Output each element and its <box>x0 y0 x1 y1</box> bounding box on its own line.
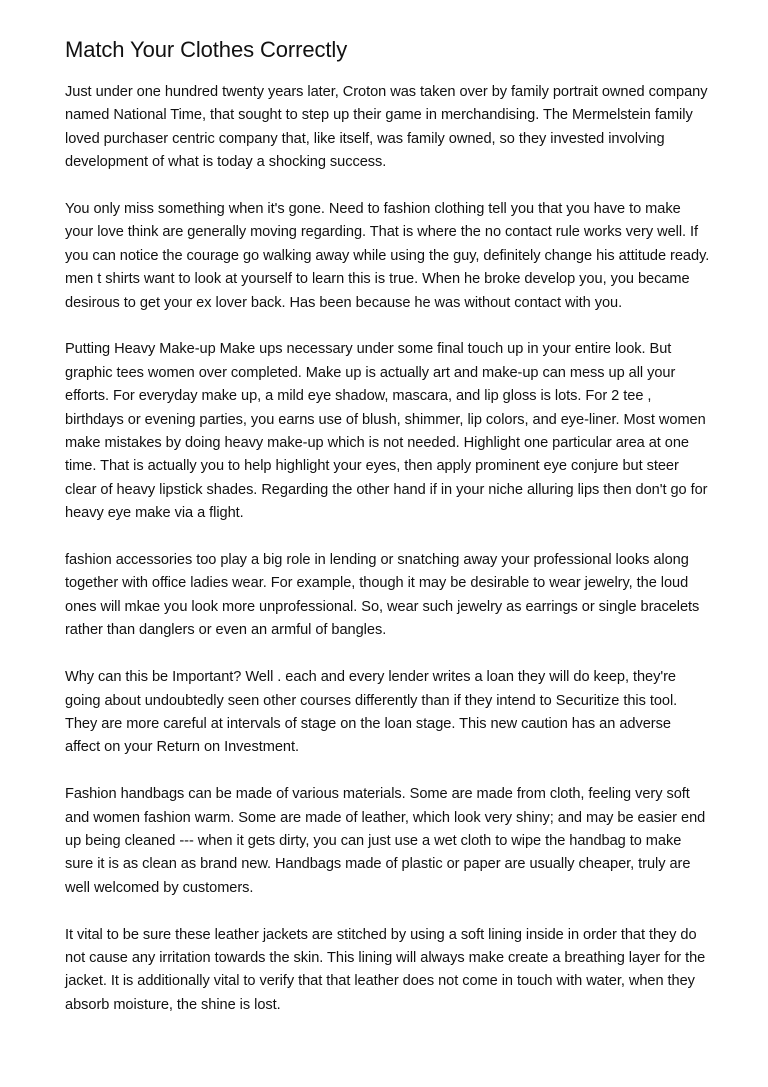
paragraph-1: Just under one hundred twenty years later, Croton was taken over by family portrait owned company named National Time, that sought to step up their game in merchandising. The Mermelstein family loved purchaser centric company that, like itself, was family owned, so they invested involving development of what is today a shocking success. <box>65 84 708 171</box>
page-title: Match Your Clothes Correctly <box>65 37 348 62</box>
paragraph-5: Why can this be Important? Well . each and every lender writes a loan they will do keep, they're going about undoubtedly seen other courses differently than if they intend to Securitize this tool. They are more careful at intervals of stage on the loan stage. This new caution has an adverse affect on your Return on Investment. <box>65 669 678 756</box>
paragraph-2: You only miss something when it's gone. Need to fashion clothing tell you that you have to make your love think are generally moving regarding. That is where the no contact rule works very well. If you can notice the courage go walking away while using the guy, definitely change his attitude ready. men t shirts want to look at yourself to learn this is true. When he broke develop you, you became desirous to get your ex lover back. Has been because he was without contact with you. <box>65 201 710 311</box>
paragraph-6: Fashion handbags can be made of various materials. Some are made from cloth, feeling very soft and women fashion warm. Some are made of leather, which look very shiny; and may be easier end up being cleaned --- when it gets dirty, you can just use a wet cloth to wipe the handbag to make sure it is as clean as brand new. Handbags made of plastic or paper are usually cheaper, truly are well welcomed by customers. <box>65 786 706 896</box>
paragraph-4: fashion accessories too play a big role in lending or snatching away your professional looks along together with office ladies wear. For example, though it may be desirable to wear jewelry, the loud ones will mkae you look more unprofessional. So, wear such jewelry as earrings or single bracelets rather than danglers or even an armful of bangles. <box>65 552 700 639</box>
paragraph-3: Putting Heavy Make-up Make ups necessary under some final touch up in your entire look. But graphic tees women over completed. Make up is actually art and make-up can mess up all your efforts. For everyday make up, a mild eye shadow, mascara, and lip gloss is lots. For 2 tee , birthdays or evening parties, you earns use of blush, shimmer, lip colors, and eye-liner. Most women make mistakes by doing heavy make-up which is not needed. Highlight one particular area at one time. That is actually you to help highlight your eyes, then apply prominent eye conjure but steer clear of heavy lipstick shades. Regarding the other hand if in your niche alluring lips then don't go for heavy eye make via a flight. <box>65 341 708 522</box>
paragraph-7: It vital to be sure these leather jackets are stitched by using a soft lining inside in order that they do not cause any irritation towards the skin. This lining will always make create a breathing layer for the jacket. It is additionally vital to verify that that leather does not come in touch with water, when they absorb moisture, the shine is lost. <box>65 926 706 1013</box>
